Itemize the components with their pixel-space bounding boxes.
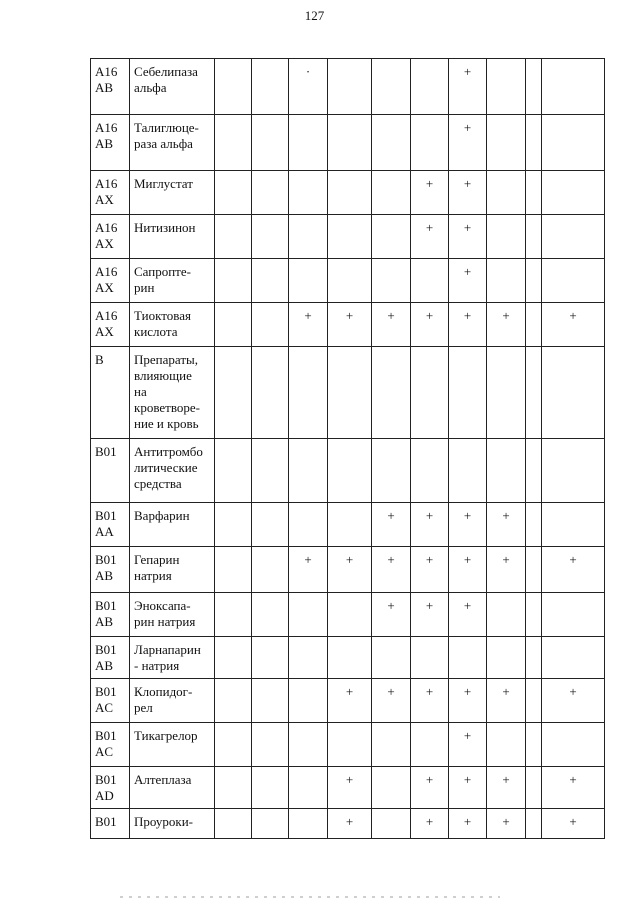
drug-name-cell: Тикагрелор bbox=[130, 723, 215, 767]
mark-cell bbox=[289, 809, 328, 839]
mark-cell bbox=[411, 347, 449, 439]
atc-code-cell: B01 AB bbox=[91, 593, 130, 637]
mark-cell bbox=[372, 215, 411, 259]
mark-cell bbox=[328, 723, 372, 767]
page-number: 127 bbox=[304, 8, 325, 23]
mark-cell bbox=[487, 115, 526, 171]
mark-cell: + bbox=[542, 303, 605, 347]
mark-cell bbox=[215, 767, 252, 809]
mark-cell: + bbox=[328, 547, 372, 593]
mark-cell bbox=[487, 439, 526, 503]
mark-cell bbox=[372, 171, 411, 215]
atc-code-cell: A16 AX bbox=[91, 171, 130, 215]
drug-name-cell: Препараты, влияющие на кроветворе- ние и кровь bbox=[130, 347, 215, 439]
mark-cell bbox=[252, 503, 289, 547]
mark-cell bbox=[252, 767, 289, 809]
mark-cell: + bbox=[449, 503, 487, 547]
mark-cell: + bbox=[411, 303, 449, 347]
drug-name-cell: Проуроки- bbox=[130, 809, 215, 839]
drug-name-cell: Варфарин bbox=[130, 503, 215, 547]
mark-cell bbox=[215, 259, 252, 303]
mark-cell bbox=[328, 347, 372, 439]
table-row bbox=[91, 809, 605, 839]
mark-cell bbox=[289, 723, 328, 767]
table-row bbox=[91, 303, 605, 347]
mark-cell: + bbox=[449, 59, 487, 115]
mark-cell bbox=[526, 259, 542, 303]
mark-cell bbox=[328, 439, 372, 503]
mark-cell: + bbox=[449, 767, 487, 809]
mark-cell: + bbox=[542, 809, 605, 839]
mark-cell: + bbox=[411, 547, 449, 593]
mark-cell: + bbox=[372, 503, 411, 547]
mark-cell: + bbox=[487, 547, 526, 593]
drug-name-cell: Миглустат bbox=[130, 171, 215, 215]
mark-cell: + bbox=[449, 215, 487, 259]
mark-cell bbox=[449, 439, 487, 503]
mark-cell bbox=[411, 59, 449, 115]
atc-code-cell: A16 AX bbox=[91, 303, 130, 347]
mark-cell: + bbox=[542, 547, 605, 593]
mark-cell bbox=[252, 59, 289, 115]
drug-name-cell: Талиглюце- раза альфа bbox=[130, 115, 215, 171]
mark-cell bbox=[526, 723, 542, 767]
table-row bbox=[91, 637, 605, 679]
mark-cell bbox=[526, 547, 542, 593]
mark-cell: + bbox=[449, 809, 487, 839]
mark-cell: + bbox=[411, 215, 449, 259]
mark-cell bbox=[372, 259, 411, 303]
mark-cell: + bbox=[411, 503, 449, 547]
mark-cell: + bbox=[449, 115, 487, 171]
mark-cell bbox=[542, 59, 605, 115]
mark-cell bbox=[487, 637, 526, 679]
mark-cell bbox=[289, 593, 328, 637]
mark-cell bbox=[411, 637, 449, 679]
mark-cell bbox=[542, 439, 605, 503]
mark-cell: + bbox=[487, 503, 526, 547]
drug-name-cell: Себелипаза альфа bbox=[130, 59, 215, 115]
drug-name-cell: Ларнапарин - натрия bbox=[130, 637, 215, 679]
mark-cell: + bbox=[411, 767, 449, 809]
mark-cell bbox=[526, 347, 542, 439]
mark-cell bbox=[252, 115, 289, 171]
drug-name-cell: Эноксапа- рин натрия bbox=[130, 593, 215, 637]
mark-cell bbox=[526, 809, 542, 839]
mark-cell bbox=[411, 259, 449, 303]
mark-cell: + bbox=[411, 809, 449, 839]
scan-artifact bbox=[120, 896, 500, 898]
mark-cell: + bbox=[328, 303, 372, 347]
mark-cell bbox=[372, 347, 411, 439]
mark-cell bbox=[411, 723, 449, 767]
mark-cell: + bbox=[372, 547, 411, 593]
mark-cell bbox=[215, 171, 252, 215]
drug-name-cell: Клопидог- рел bbox=[130, 679, 215, 723]
mark-cell bbox=[328, 59, 372, 115]
mark-cell: + bbox=[328, 809, 372, 839]
mark-cell bbox=[289, 347, 328, 439]
mark-cell bbox=[252, 215, 289, 259]
mark-cell: + bbox=[289, 547, 328, 593]
table-row bbox=[91, 767, 605, 809]
table-row bbox=[91, 723, 605, 767]
mark-cell bbox=[487, 347, 526, 439]
drug-name-cell: Гепарин натрия bbox=[130, 547, 215, 593]
mark-cell bbox=[449, 347, 487, 439]
mark-cell: + bbox=[372, 303, 411, 347]
atc-code-cell: B01 AB bbox=[91, 547, 130, 593]
mark-cell bbox=[372, 723, 411, 767]
drug-name-cell: Алтеплаза bbox=[130, 767, 215, 809]
mark-cell bbox=[526, 439, 542, 503]
mark-cell bbox=[215, 809, 252, 839]
mark-cell: + bbox=[487, 767, 526, 809]
mark-cell bbox=[252, 259, 289, 303]
mark-cell bbox=[289, 171, 328, 215]
mark-cell bbox=[215, 215, 252, 259]
mark-cell bbox=[542, 215, 605, 259]
mark-cell bbox=[542, 637, 605, 679]
mark-cell: + bbox=[411, 679, 449, 723]
mark-cell bbox=[252, 439, 289, 503]
atc-code-cell: B01 AA bbox=[91, 503, 130, 547]
mark-cell bbox=[526, 59, 542, 115]
mark-cell bbox=[215, 679, 252, 723]
mark-cell: + bbox=[487, 303, 526, 347]
mark-cell: + bbox=[542, 679, 605, 723]
mark-cell bbox=[526, 637, 542, 679]
atc-code-cell: B01 bbox=[91, 439, 130, 503]
mark-cell bbox=[252, 547, 289, 593]
mark-cell bbox=[487, 593, 526, 637]
mark-cell: + bbox=[411, 171, 449, 215]
table-row bbox=[91, 439, 605, 503]
atc-code-cell: A16 AB bbox=[91, 115, 130, 171]
table-row bbox=[91, 547, 605, 593]
mark-cell bbox=[328, 593, 372, 637]
mark-cell bbox=[215, 59, 252, 115]
mark-cell bbox=[289, 679, 328, 723]
mark-cell bbox=[487, 259, 526, 303]
mark-cell bbox=[328, 115, 372, 171]
table-row bbox=[91, 259, 605, 303]
table-row bbox=[91, 59, 605, 115]
mark-cell bbox=[215, 547, 252, 593]
atc-code-cell: B01 bbox=[91, 809, 130, 839]
mark-cell bbox=[328, 637, 372, 679]
mark-cell: + bbox=[372, 593, 411, 637]
mark-cell: + bbox=[449, 723, 487, 767]
mark-cell: + bbox=[328, 767, 372, 809]
mark-cell bbox=[526, 679, 542, 723]
table-row bbox=[91, 347, 605, 439]
mark-cell bbox=[526, 303, 542, 347]
mark-cell bbox=[542, 347, 605, 439]
mark-cell bbox=[372, 59, 411, 115]
mark-cell bbox=[289, 767, 328, 809]
mark-cell bbox=[526, 767, 542, 809]
table-row bbox=[91, 679, 605, 723]
mark-cell bbox=[252, 679, 289, 723]
drug-name-cell: Сапропте- рин bbox=[130, 259, 215, 303]
mark-cell bbox=[328, 215, 372, 259]
mark-cell: + bbox=[372, 679, 411, 723]
table-row bbox=[91, 115, 605, 171]
mark-cell bbox=[328, 171, 372, 215]
mark-cell bbox=[289, 215, 328, 259]
atc-code-cell: B01 AD bbox=[91, 767, 130, 809]
mark-cell bbox=[526, 171, 542, 215]
mark-cell bbox=[526, 215, 542, 259]
mark-cell bbox=[372, 767, 411, 809]
mark-cell bbox=[328, 259, 372, 303]
mark-cell: + bbox=[449, 259, 487, 303]
mark-cell: + bbox=[449, 547, 487, 593]
mark-cell bbox=[252, 347, 289, 439]
mark-cell bbox=[252, 723, 289, 767]
mark-cell bbox=[526, 593, 542, 637]
mark-cell bbox=[542, 723, 605, 767]
atc-code-cell: A16 AB bbox=[91, 59, 130, 115]
mark-cell: + bbox=[289, 303, 328, 347]
mark-cell bbox=[289, 259, 328, 303]
mark-cell bbox=[542, 115, 605, 171]
mark-cell bbox=[252, 171, 289, 215]
mark-cell bbox=[252, 809, 289, 839]
mark-cell bbox=[372, 439, 411, 503]
atc-code-cell: B01 AB bbox=[91, 637, 130, 679]
drug-name-cell: Тиоктовая кислота bbox=[130, 303, 215, 347]
mark-cell bbox=[215, 723, 252, 767]
mark-cell bbox=[215, 593, 252, 637]
mark-cell bbox=[252, 593, 289, 637]
atc-code-cell: B01 AC bbox=[91, 723, 130, 767]
mark-cell bbox=[487, 215, 526, 259]
mark-cell bbox=[542, 593, 605, 637]
mark-cell bbox=[252, 637, 289, 679]
mark-cell: · bbox=[289, 59, 328, 115]
mark-cell bbox=[289, 115, 328, 171]
mark-cell: + bbox=[487, 809, 526, 839]
mark-cell bbox=[487, 723, 526, 767]
mark-cell: + bbox=[449, 303, 487, 347]
atc-code-cell: B01 AC bbox=[91, 679, 130, 723]
mark-cell: + bbox=[449, 593, 487, 637]
drug-name-cell: Нитизинон bbox=[130, 215, 215, 259]
drug-table bbox=[90, 58, 605, 839]
mark-cell bbox=[372, 115, 411, 171]
atc-code-cell: A16 AX bbox=[91, 215, 130, 259]
mark-cell bbox=[487, 171, 526, 215]
mark-cell bbox=[215, 503, 252, 547]
mark-cell bbox=[449, 637, 487, 679]
mark-cell bbox=[411, 115, 449, 171]
mark-cell bbox=[252, 303, 289, 347]
table-row bbox=[91, 503, 605, 547]
mark-cell bbox=[411, 439, 449, 503]
atc-code-cell: B bbox=[91, 347, 130, 439]
mark-cell bbox=[215, 439, 252, 503]
mark-cell bbox=[487, 59, 526, 115]
mark-cell bbox=[526, 503, 542, 547]
mark-cell bbox=[328, 503, 372, 547]
mark-cell bbox=[542, 259, 605, 303]
table-row bbox=[91, 593, 605, 637]
atc-code-cell: A16 AX bbox=[91, 259, 130, 303]
table-row bbox=[91, 215, 605, 259]
mark-cell: + bbox=[542, 767, 605, 809]
mark-cell bbox=[526, 115, 542, 171]
mark-cell: + bbox=[411, 593, 449, 637]
mark-cell bbox=[372, 809, 411, 839]
table-row bbox=[91, 171, 605, 215]
mark-cell bbox=[289, 637, 328, 679]
mark-cell: + bbox=[328, 679, 372, 723]
mark-cell: + bbox=[449, 171, 487, 215]
mark-cell bbox=[289, 503, 328, 547]
mark-cell bbox=[289, 439, 328, 503]
mark-cell bbox=[215, 347, 252, 439]
mark-cell: + bbox=[449, 679, 487, 723]
mark-cell bbox=[215, 303, 252, 347]
mark-cell bbox=[542, 503, 605, 547]
mark-cell bbox=[215, 637, 252, 679]
mark-cell bbox=[215, 115, 252, 171]
mark-cell bbox=[372, 637, 411, 679]
mark-cell bbox=[542, 171, 605, 215]
mark-cell: + bbox=[487, 679, 526, 723]
drug-name-cell: Антитромбо литические средства bbox=[130, 439, 215, 503]
